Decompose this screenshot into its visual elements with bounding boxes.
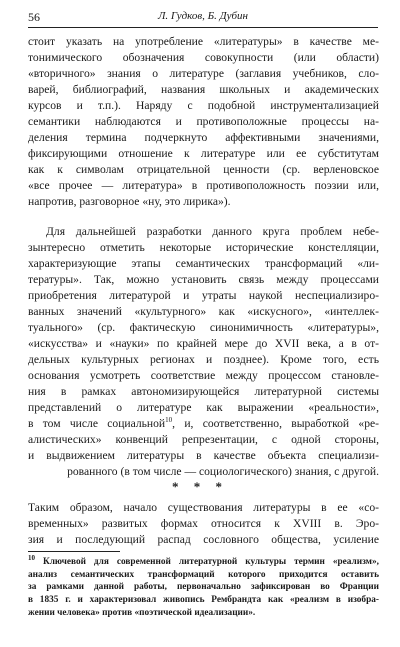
section-separator: * * *: [172, 479, 228, 494]
text-line: «вторичного» знания о литературе (заглавия учебников, сло-: [28, 66, 379, 80]
text-line: ния в рамках автономизирующейся литературной системы: [28, 385, 379, 399]
text-line: напротив, разговорное «ну, это лирика»).: [28, 194, 231, 208]
paragraph-2: [28, 224, 379, 479]
running-head: Л. Гудков, Б. Дубин: [157, 10, 248, 22]
text-line: ванных значений «культурного» как «искусного», «интеллек-: [28, 305, 379, 319]
paragraph-1: [28, 34, 379, 209]
text-line: варей, библиографий, названия школьных и академических: [28, 82, 379, 96]
text-line: приобретения литературой и утраты наукой неспециализиро-: [28, 289, 379, 303]
main-text: [28, 34, 379, 480]
text-line: и выдвижением литературы в качестве объекта специализи-: [28, 448, 379, 462]
text-line: представлений о литературе как выражении «реальности»,: [28, 400, 379, 414]
text-line: курсов и т.п.). Наряду с подобной инструментализацией: [28, 98, 379, 112]
text-line-with-note: [28, 416, 379, 432]
footnote-line: в 1835 г. и характеризовал живопись Рембрандта как «реализм в изобра-: [28, 595, 379, 606]
footnote-number: 10: [28, 553, 35, 562]
footnote: [28, 553, 379, 620]
text-line: туального» (ср. фактическую синонимичность «литературы»,: [28, 321, 379, 335]
footnote-line: за рамками данной работы, первоначально зафиксирован во Франции: [28, 582, 379, 593]
page-number: 56: [28, 10, 40, 24]
text-line: семантики наблюдаются и противоположные процессы на-: [28, 114, 379, 128]
text-line: тонимического обозначения совокупности (или области): [28, 50, 379, 64]
footnote-line: анализ семантических трансформаций которого приходится оставить: [28, 569, 379, 580]
text-line: деления термина подчеркнуто аффективными значениями,: [28, 130, 379, 144]
text-line: «все прочее — литература» в противоположность поэзии или,: [28, 178, 379, 192]
text-line: фиксирующими отношение к литературе или ее субститутам: [28, 146, 379, 160]
text-fragment: , и, соответственно, выработкой «ре-: [172, 416, 379, 430]
text-line: Для дальнейшей разработки данного круга проблем небе-: [46, 225, 379, 239]
text-line: алистических» конвенций репрезентации, с одной стороны,: [28, 432, 379, 446]
text-line: «искусства» и «науки» по крайней мере до XVII века, а в от-: [28, 337, 379, 351]
paragraph-3: [28, 500, 379, 548]
text-line: стоит указать на употребление «литературы» в качестве ме-: [28, 35, 379, 48]
footnote-rule: [28, 551, 120, 552]
header-rule: [28, 27, 378, 28]
text-line: тературы». Так, можно установить связь между процессами: [28, 273, 379, 287]
text-line: зия и последующий распад сословного общества, усиление: [28, 533, 379, 546]
text-fragment: в том числе социальной: [28, 416, 166, 430]
text-line: характеризующие этапы семантических трансформаций «ли-: [28, 257, 379, 271]
text-line: дельных культурных регионах и позднее). Кроме того, есть: [28, 353, 379, 367]
text-line: Таким образом, начало существования литературы в ее «со-: [28, 501, 379, 514]
text-line: основания усмотреть соответствие между процессом становле-: [28, 369, 379, 383]
text-line: как к символам отрицательной ценности (ср. верленовское: [28, 162, 379, 176]
footnote-reference: 10: [165, 416, 173, 425]
text-line: рованного (в том числе — социологического) знания, с другой.: [67, 464, 379, 478]
text-line: зынтересно отметить некоторые исторические констелляции,: [28, 241, 379, 255]
text-fragment: Ключевой для современной литературной культуры термин «реализм»,: [35, 557, 379, 567]
text-line: временных» развитых формах относится к XVIII в. Эро-: [28, 517, 379, 530]
page-header: [28, 10, 378, 28]
footnote-line: [28, 553, 379, 569]
footnote-line: жении человека» против «поэтической идеализации».: [28, 607, 256, 618]
